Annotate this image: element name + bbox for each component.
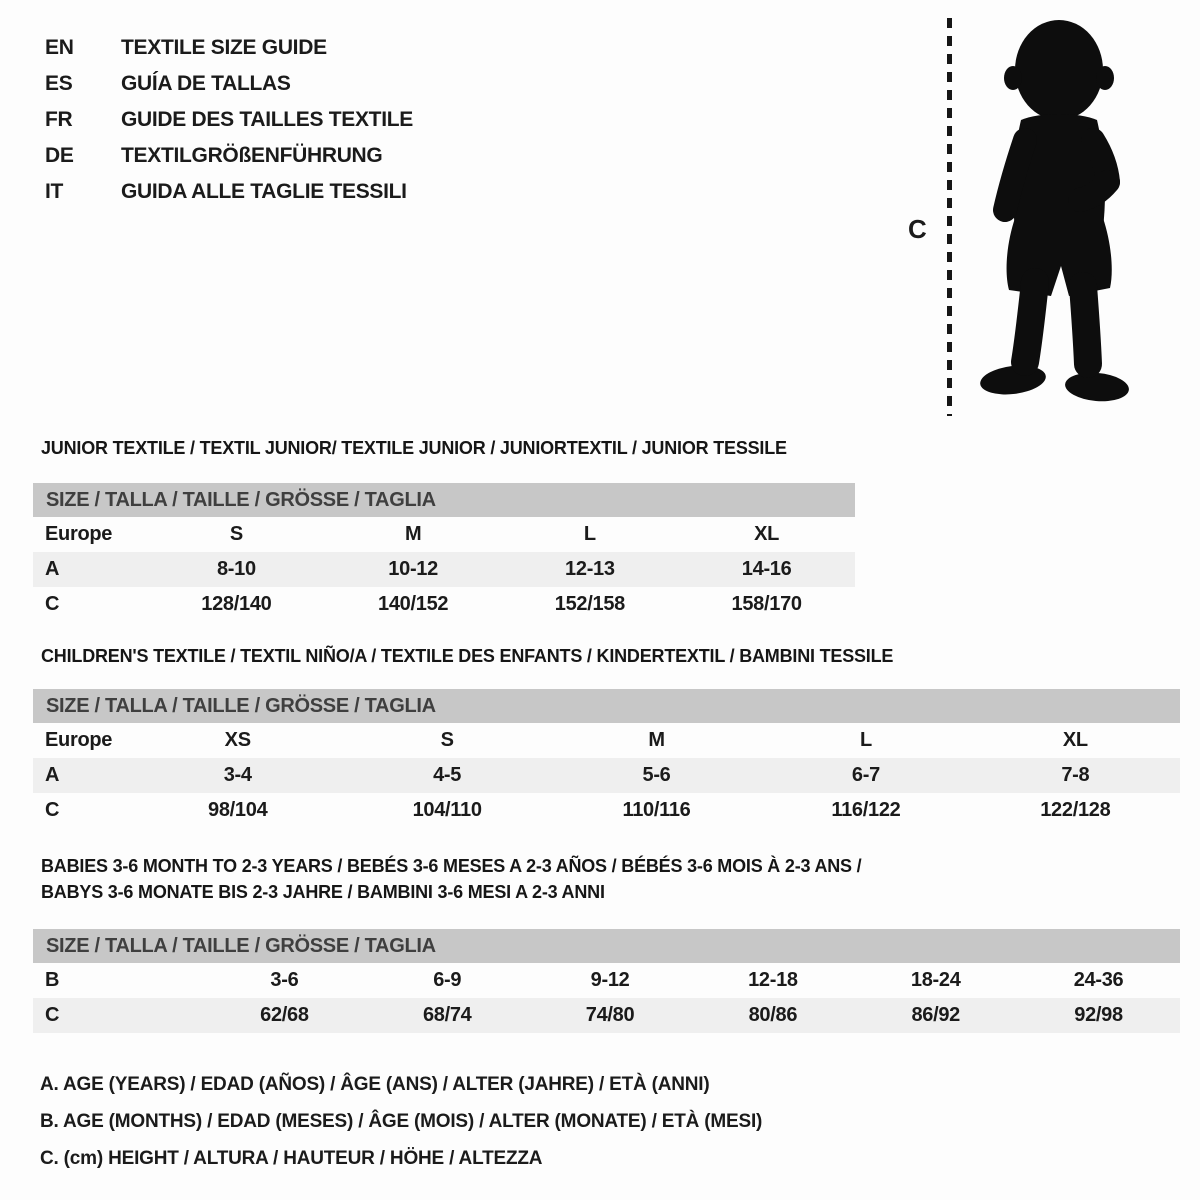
table-cell: L bbox=[583, 523, 596, 545]
legend-line-b: B. AGE (MONTHS) / EDAD (MESES) / ÂGE (MOIS) / ALTER (MONATE) / ETÀ (MESI) bbox=[40, 1110, 763, 1132]
table-cell: M bbox=[648, 729, 665, 751]
table-cell: XL bbox=[754, 523, 780, 545]
table-cell: 8-10 bbox=[216, 558, 256, 580]
table-cell: 140/152 bbox=[378, 593, 449, 615]
height-measure-label: C bbox=[908, 214, 927, 244]
section-children-textile bbox=[33, 645, 1180, 828]
section-babies-textile bbox=[33, 853, 1180, 1033]
table-row-height bbox=[33, 998, 1180, 1033]
table-cell: 12-18 bbox=[748, 969, 798, 991]
size-header-bar bbox=[33, 929, 1180, 963]
legend-line-a: A. AGE (YEARS) / EDAD (AÑOS) / ÂGE (ANS) / ALTER (JAHRE) / ETÀ (ANNI) bbox=[40, 1073, 710, 1095]
section-title: CHILDREN'S TEXTILE / TEXTIL NIÑO/A / TEXTILE DES ENFANTS / KINDERTEXTIL / BAMBINI TESSILE bbox=[41, 646, 894, 666]
lang-code: FR bbox=[45, 108, 73, 131]
lang-title: TEXTILE SIZE GUIDE bbox=[121, 36, 327, 59]
lang-row-en bbox=[45, 30, 413, 66]
table-cell: 98/104 bbox=[208, 799, 268, 821]
row-label: B bbox=[45, 969, 60, 991]
lang-code: DE bbox=[45, 144, 74, 167]
table-cell: 92/98 bbox=[1074, 1004, 1123, 1026]
table-cell: 158/170 bbox=[731, 593, 802, 615]
table-cell: 5-6 bbox=[642, 764, 671, 786]
language-title-block bbox=[45, 30, 413, 210]
size-header-label: SIZE / TALLA / TAILLE / GRÖSSE / TAGLIA bbox=[46, 934, 436, 957]
row-label: A bbox=[45, 558, 60, 580]
table-row-age bbox=[33, 552, 855, 587]
lang-code: IT bbox=[45, 180, 64, 203]
table-cell: 3-4 bbox=[223, 764, 252, 786]
table-cell: 4-5 bbox=[433, 764, 462, 786]
table-cell: 24-36 bbox=[1073, 969, 1124, 991]
table-cell: 128/140 bbox=[201, 593, 272, 615]
lang-title: GUIDA ALLE TAGLIE TESSILI bbox=[121, 180, 407, 203]
table-row-europe bbox=[33, 517, 855, 552]
table-cell: 18-24 bbox=[910, 969, 961, 991]
toddler-silhouette-icon bbox=[960, 16, 1152, 418]
row-label: A bbox=[45, 764, 60, 786]
table-row-age bbox=[33, 758, 1180, 793]
lang-row-es bbox=[45, 66, 413, 102]
lang-row-it bbox=[45, 174, 413, 210]
lang-row-fr bbox=[45, 102, 413, 138]
lang-row-de bbox=[45, 138, 413, 174]
lang-code: EN bbox=[45, 36, 74, 59]
table-cell: S bbox=[440, 729, 454, 751]
measurement-legend bbox=[40, 1066, 762, 1177]
section-title: JUNIOR TEXTILE / TEXTIL JUNIOR/ TEXTILE JUNIOR / JUNIORTEXTIL / JUNIOR TESSILE bbox=[41, 438, 787, 458]
table-cell: 62/68 bbox=[260, 1004, 309, 1026]
lang-title: GUÍA DE TALLAS bbox=[121, 72, 291, 95]
table-cell: 7-8 bbox=[1061, 764, 1090, 786]
table-cell: 12-13 bbox=[565, 558, 615, 580]
lang-title: TEXTILGRÖßENFÜHRUNG bbox=[121, 144, 383, 167]
table-cell: 122/128 bbox=[1040, 799, 1111, 821]
table-row-europe bbox=[33, 723, 1180, 758]
table-cell: XS bbox=[224, 729, 251, 751]
table-cell: 80/86 bbox=[748, 1004, 798, 1026]
size-header-bar bbox=[33, 483, 855, 517]
section-title-line1: BABIES 3-6 MONTH TO 2-3 YEARS / BEBÉS 3-6 MESES A 2-3 AÑOS / BÉBÉS 3-6 MOIS À 2-3 ANS / bbox=[41, 856, 862, 876]
table-cell: M bbox=[404, 523, 422, 545]
lang-title: GUIDE DES TAILLES TEXTILE bbox=[121, 108, 413, 131]
table-row-age-months bbox=[33, 963, 1180, 998]
table-cell: 6-9 bbox=[433, 969, 462, 991]
table-cell: 104/110 bbox=[412, 799, 482, 821]
table-cell: 14-16 bbox=[741, 558, 792, 580]
row-label: Europe bbox=[45, 729, 113, 751]
legend-line-c: C. (cm) HEIGHT / ALTURA / HAUTEUR / HÖHE / ALTEZZA bbox=[40, 1147, 543, 1169]
table-cell: 74/80 bbox=[585, 1004, 635, 1026]
table-cell: 152/158 bbox=[554, 593, 625, 615]
height-measure-dashed-line bbox=[947, 18, 952, 416]
table-cell: XL bbox=[1062, 729, 1088, 751]
row-label: C bbox=[45, 799, 60, 821]
table-cell: 110/116 bbox=[622, 799, 691, 821]
row-label: C bbox=[45, 1004, 60, 1026]
section-junior-textile bbox=[33, 437, 855, 622]
table-cell: 116/122 bbox=[831, 799, 901, 821]
table-row-height bbox=[33, 793, 1180, 828]
row-label: Europe bbox=[45, 523, 113, 545]
table-cell: L bbox=[859, 729, 872, 751]
row-label: C bbox=[45, 593, 60, 615]
table-cell: 6-7 bbox=[851, 764, 880, 786]
size-header-bar bbox=[33, 689, 1180, 723]
table-cell: 3-6 bbox=[270, 969, 299, 991]
table-row-height bbox=[33, 587, 855, 622]
size-header-label: SIZE / TALLA / TAILLE / GRÖSSE / TAGLIA bbox=[46, 694, 436, 717]
table-cell: 10-12 bbox=[388, 558, 438, 580]
table-cell: 86/92 bbox=[911, 1004, 960, 1026]
table-cell: S bbox=[229, 523, 243, 545]
size-header-label: SIZE / TALLA / TAILLE / GRÖSSE / TAGLIA bbox=[46, 488, 436, 511]
lang-code: ES bbox=[45, 72, 73, 95]
section-title bbox=[33, 853, 1180, 905]
table-cell: 68/74 bbox=[422, 1004, 472, 1026]
section-title-line2: BABYS 3-6 MONATE BIS 2-3 JAHRE / BAMBINI 3-6 MESI A 2-3 ANNI bbox=[41, 882, 605, 902]
table-cell: 9-12 bbox=[590, 969, 630, 991]
